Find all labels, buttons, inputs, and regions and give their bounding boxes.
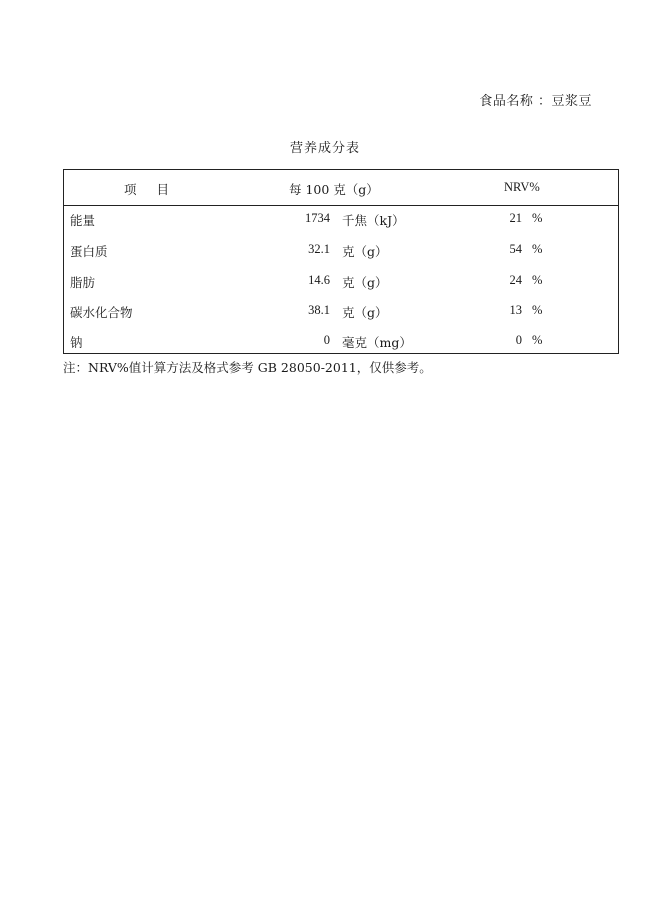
nutrient-name: 蛋白质 — [70, 244, 108, 259]
nutrient-nrv-percent-sign: % — [532, 242, 543, 256]
nutrient-name: 脂肪 — [70, 275, 96, 290]
nutrient-nrv-percent-sign: % — [532, 333, 543, 347]
nutrient-value: 38.1 — [308, 303, 330, 317]
table-header-row — [64, 170, 618, 206]
nutrient-value: 32.1 — [308, 242, 330, 256]
column-header-per-100g: 每 100 克（g） — [289, 182, 379, 197]
table-row-energy — [64, 205, 618, 235]
table-title: 营养成分表 — [289, 141, 360, 156]
table-row-fat — [64, 267, 618, 297]
nutrition-table — [63, 169, 619, 354]
nutrient-nrv-percent-sign: % — [532, 273, 543, 287]
nutrient-nrv-percent-sign: % — [532, 303, 543, 317]
nutrient-nrv: 24 — [509, 273, 522, 287]
nutrient-nrv: 54 — [509, 242, 522, 256]
nutrient-value: 14.6 — [308, 273, 330, 287]
nutrient-unit: 毫克（mg） — [342, 335, 412, 350]
column-header-nrv: NRV% — [504, 180, 540, 194]
nutrient-name: 钠 — [70, 335, 83, 350]
nutrient-unit: 克（g） — [342, 305, 388, 320]
nutrient-nrv: 0 — [515, 333, 522, 347]
footnote: 注：NRV%值计算方法及格式参考 GB 28050-2011，仅供参考。 — [63, 360, 432, 375]
nutrient-value: 1734 — [305, 211, 330, 225]
table-row-carbohydrate — [64, 297, 618, 327]
nutrient-name: 碳水化合物 — [70, 305, 133, 320]
nutrient-unit: 克（g） — [342, 275, 388, 290]
nutrient-unit: 千焦（kJ） — [342, 213, 405, 228]
product-name: 食品名称 ：豆浆豆 — [479, 94, 592, 109]
nutrient-nrv: 13 — [509, 303, 522, 317]
nutrient-nrv: 21 — [509, 211, 522, 225]
nutrient-nrv-percent-sign: % — [532, 211, 543, 225]
table-row-sodium — [64, 327, 618, 357]
nutrient-value: 0 — [323, 333, 330, 347]
nutrient-unit: 克（g） — [342, 244, 388, 259]
nutrient-name: 能量 — [70, 213, 96, 228]
table-row-protein — [64, 236, 618, 266]
column-header-item: 项目 — [124, 182, 190, 197]
